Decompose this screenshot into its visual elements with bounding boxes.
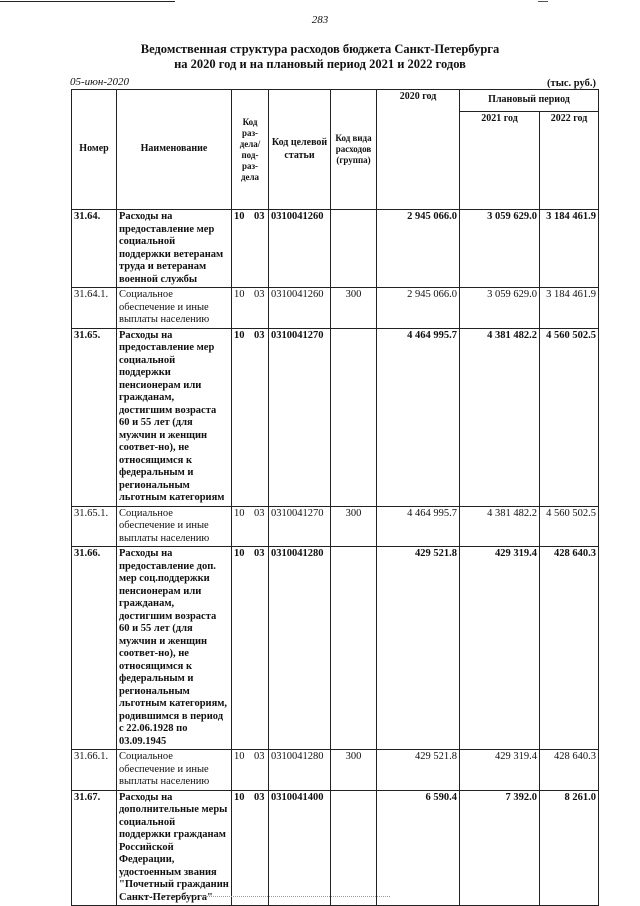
row-section-code	[232, 506, 269, 547]
row-section-code	[232, 328, 269, 506]
row-amount-2021: 3 059 629.0	[460, 288, 540, 329]
row-number: 31.65.1.	[72, 506, 117, 547]
row-amount-2020: 429 521.8	[377, 547, 460, 750]
row-amount-2022: 428 640.3	[540, 547, 599, 750]
row-number: 31.64.1.	[72, 288, 117, 329]
row-section: 10	[234, 211, 245, 222]
row-section: 10	[234, 507, 245, 519]
row-amount-2022: 4 560 502.5	[540, 506, 599, 547]
table-row	[72, 547, 599, 750]
row-number: 31.67.	[72, 790, 117, 906]
row-number: 31.66.1.	[72, 750, 117, 791]
row-amount-2021: 7 392.0	[460, 790, 540, 906]
bottom-rule	[140, 896, 390, 897]
table-row	[72, 790, 599, 906]
table-row	[72, 506, 599, 547]
row-section: 10	[234, 791, 245, 803]
row-expense-type: 300	[331, 288, 377, 329]
row-subsection: 03	[254, 791, 265, 803]
row-amount-2020: 2 945 066.0	[377, 210, 460, 288]
row-expense-type	[331, 210, 377, 288]
row-section: 10	[234, 289, 245, 300]
top-rule	[0, 1, 175, 2]
row-number: 31.64.	[72, 210, 117, 288]
row-target-code: 0310041260	[269, 288, 331, 329]
row-section: 10	[234, 548, 245, 559]
header-number: Номер	[72, 90, 117, 210]
row-section: 10	[234, 329, 245, 341]
row-section-code	[232, 547, 269, 750]
row-expense-type	[331, 547, 377, 750]
row-name: Расходы на дополнительные меры социальной поддержки гражданам Российской Федерации, удостоенным звания "Почетный гражданин Санкт-Петербурга"	[117, 790, 232, 906]
table-body	[72, 210, 599, 906]
header-expense-type-code: Код вида расходов (группа)	[331, 90, 377, 210]
row-number: 31.66.	[72, 547, 117, 750]
document-date: 05-июн-2020	[70, 76, 130, 88]
row-section-code	[232, 210, 269, 288]
row-name: Расходы на предоставление мер социальной поддержки пенсионерам или гражданам, достигшим возраста 60 и 55 лет (для мужчин и женщин соответ-но), не относящимся к федеральным и региональным льготным категориям	[117, 328, 232, 506]
row-amount-2022: 3 184 461.9	[540, 210, 599, 288]
row-target-code: 0310041260	[269, 210, 331, 288]
header-plan-period: Плановый период	[460, 90, 599, 112]
row-expense-type	[331, 328, 377, 506]
row-number: 31.65.	[72, 328, 117, 506]
row-expense-type	[331, 790, 377, 906]
title-line-2: на 2020 год и на плановый период 2021 и 2022 годов	[174, 57, 466, 71]
row-subsection: 03	[254, 329, 265, 341]
row-target-code: 0310041280	[269, 750, 331, 791]
table-row	[72, 210, 599, 288]
row-subsection: 03	[254, 507, 265, 519]
row-amount-2020: 4 464 995.7	[377, 328, 460, 506]
table-row	[72, 328, 599, 506]
row-subsection: 03	[254, 751, 265, 762]
title-line-1: Ведомственная структура расходов бюджета Санкт-Петербурга	[140, 42, 500, 56]
row-amount-2021: 429 319.4	[460, 547, 540, 750]
row-section-code	[232, 790, 269, 906]
top-rule-right	[538, 1, 548, 2]
row-amount-2022: 3 184 461.9	[540, 288, 599, 329]
header-year-2021: 2021 год	[460, 112, 540, 210]
header-year-2022: 2022 год	[540, 112, 599, 210]
budget-table	[71, 89, 599, 906]
row-amount-2020: 4 464 995.7	[377, 506, 460, 547]
row-amount-2021: 4 381 482.2	[460, 506, 540, 547]
row-section: 10	[234, 751, 245, 762]
row-amount-2022: 428 640.3	[540, 750, 599, 791]
header-name: Наименование	[117, 90, 232, 210]
row-amount-2020: 6 590.4	[377, 790, 460, 906]
row-target-code: 0310041400	[269, 790, 331, 906]
header-target-code: Код целевой статьи	[269, 90, 331, 210]
row-amount-2022: 8 261.0	[540, 790, 599, 906]
header-year-2020: 2020 год	[377, 90, 460, 210]
header-section-code: Код раз-дела/ под-раз-дела	[232, 90, 269, 210]
row-amount-2022: 4 560 502.5	[540, 328, 599, 506]
row-name: Расходы на предоставление мер социальной поддержки ветеранам труда и ветеранам военной службы	[117, 210, 232, 288]
row-amount-2020: 2 945 066.0	[377, 288, 460, 329]
row-target-code: 0310041280	[269, 547, 331, 750]
page-number: 283	[311, 14, 329, 26]
row-amount-2021: 3 059 629.0	[460, 210, 540, 288]
row-section-code	[232, 750, 269, 791]
row-amount-2021: 4 381 482.2	[460, 328, 540, 506]
row-name: Социальное обеспечение и иные выплаты населению	[117, 506, 232, 547]
row-expense-type: 300	[331, 506, 377, 547]
row-subsection: 03	[254, 548, 265, 559]
row-subsection: 03	[254, 211, 265, 222]
units-label: (тыс. руб.)	[547, 78, 596, 89]
row-amount-2020: 429 521.8	[377, 750, 460, 791]
document-title	[0, 42, 640, 72]
row-subsection: 03	[254, 289, 265, 300]
row-target-code: 0310041270	[269, 328, 331, 506]
row-target-code: 0310041270	[269, 506, 331, 547]
row-section-code	[232, 288, 269, 329]
row-amount-2021: 429 319.4	[460, 750, 540, 791]
row-expense-type: 300	[331, 750, 377, 791]
row-name: Расходы на предоставление доп. мер соц.поддержки пенсионерам или гражданам, достигшим возраста 60 и 55 лет (для мужчин и женщин соответ-но), не относящимся к федеральным и региональным льготным категориям, родившимся в период с 22.06.1928 по 03.09.1945	[117, 547, 232, 750]
table-row	[72, 288, 599, 329]
row-name: Социальное обеспечение и иные выплаты населению	[117, 750, 232, 791]
row-name: Социальное обеспечение и иные выплаты населению	[117, 288, 232, 329]
table-row	[72, 750, 599, 791]
